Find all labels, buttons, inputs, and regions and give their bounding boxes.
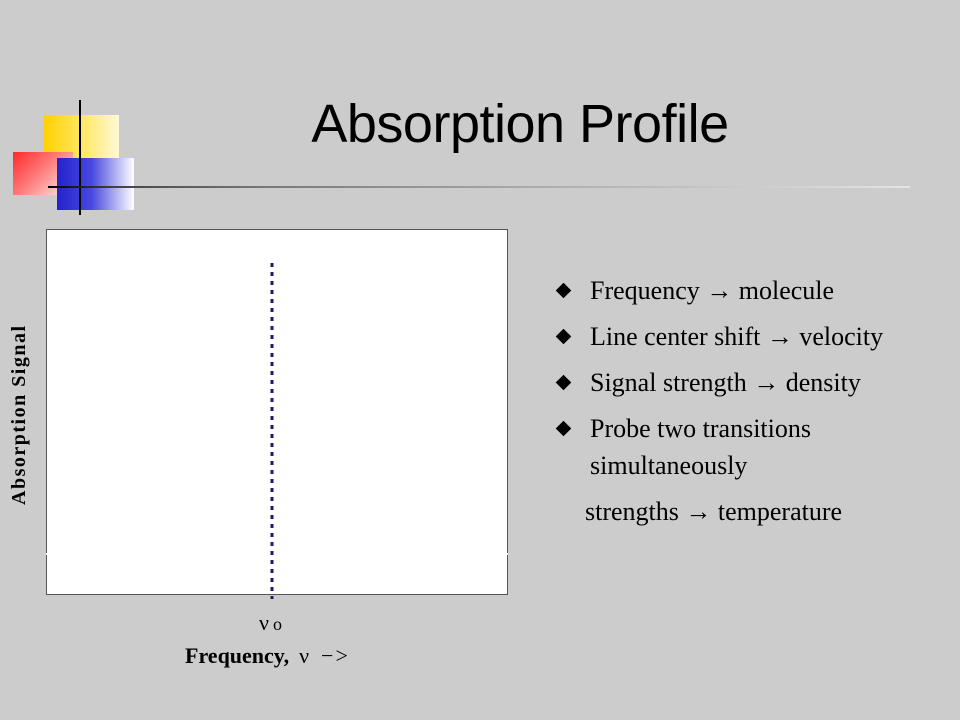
x-axis-label-text: Frequency, [185,643,290,668]
y-axis-label: Absorption Signal [8,324,30,505]
slide-title: Absorption Profile [311,94,729,154]
bullet-text: Frequency [590,276,700,305]
diamond-bullet-icon [556,375,572,391]
nu-symbol: ν [259,610,269,635]
continuation-text: strengths [585,497,679,526]
bullet-item [556,364,883,401]
decor-blue-square [57,158,134,210]
arrow-right-icon: → [753,368,780,397]
chart-plot-area [47,230,508,595]
arrow-right-icon: → [685,497,712,526]
diamond-bullet-icon [556,329,572,345]
bullet-target: density [785,368,861,397]
absorption-chart [46,229,510,599]
decor-vertical-line [79,100,81,215]
continuation-line [585,497,842,527]
diamond-bullet-icon [556,421,572,437]
arrow-right-icon: → [766,322,793,351]
x-axis-nu-symbol: ν [299,643,310,668]
x-axis-label [185,643,350,669]
x-axis-arrow: −> [321,643,350,668]
continuation-target: temperature [717,497,843,526]
line-center-label [259,610,282,636]
bullet-list [556,272,883,493]
arrow-right-icon: → [706,276,733,305]
bullet-text-line2: simultaneously [590,451,748,480]
bullet-item [556,318,883,355]
nu-subscript: o [272,614,282,634]
bullet-target: velocity [799,322,884,351]
bullet-text: Probe two transitions [590,414,811,443]
bullet-item [556,272,883,309]
diamond-bullet-icon [556,283,572,299]
title-underline [48,186,910,188]
bullet-target: molecule [738,276,835,305]
bullet-text: Signal strength [590,368,747,397]
bullet-item [556,410,883,484]
bullet-text: Line center shift [590,322,761,351]
